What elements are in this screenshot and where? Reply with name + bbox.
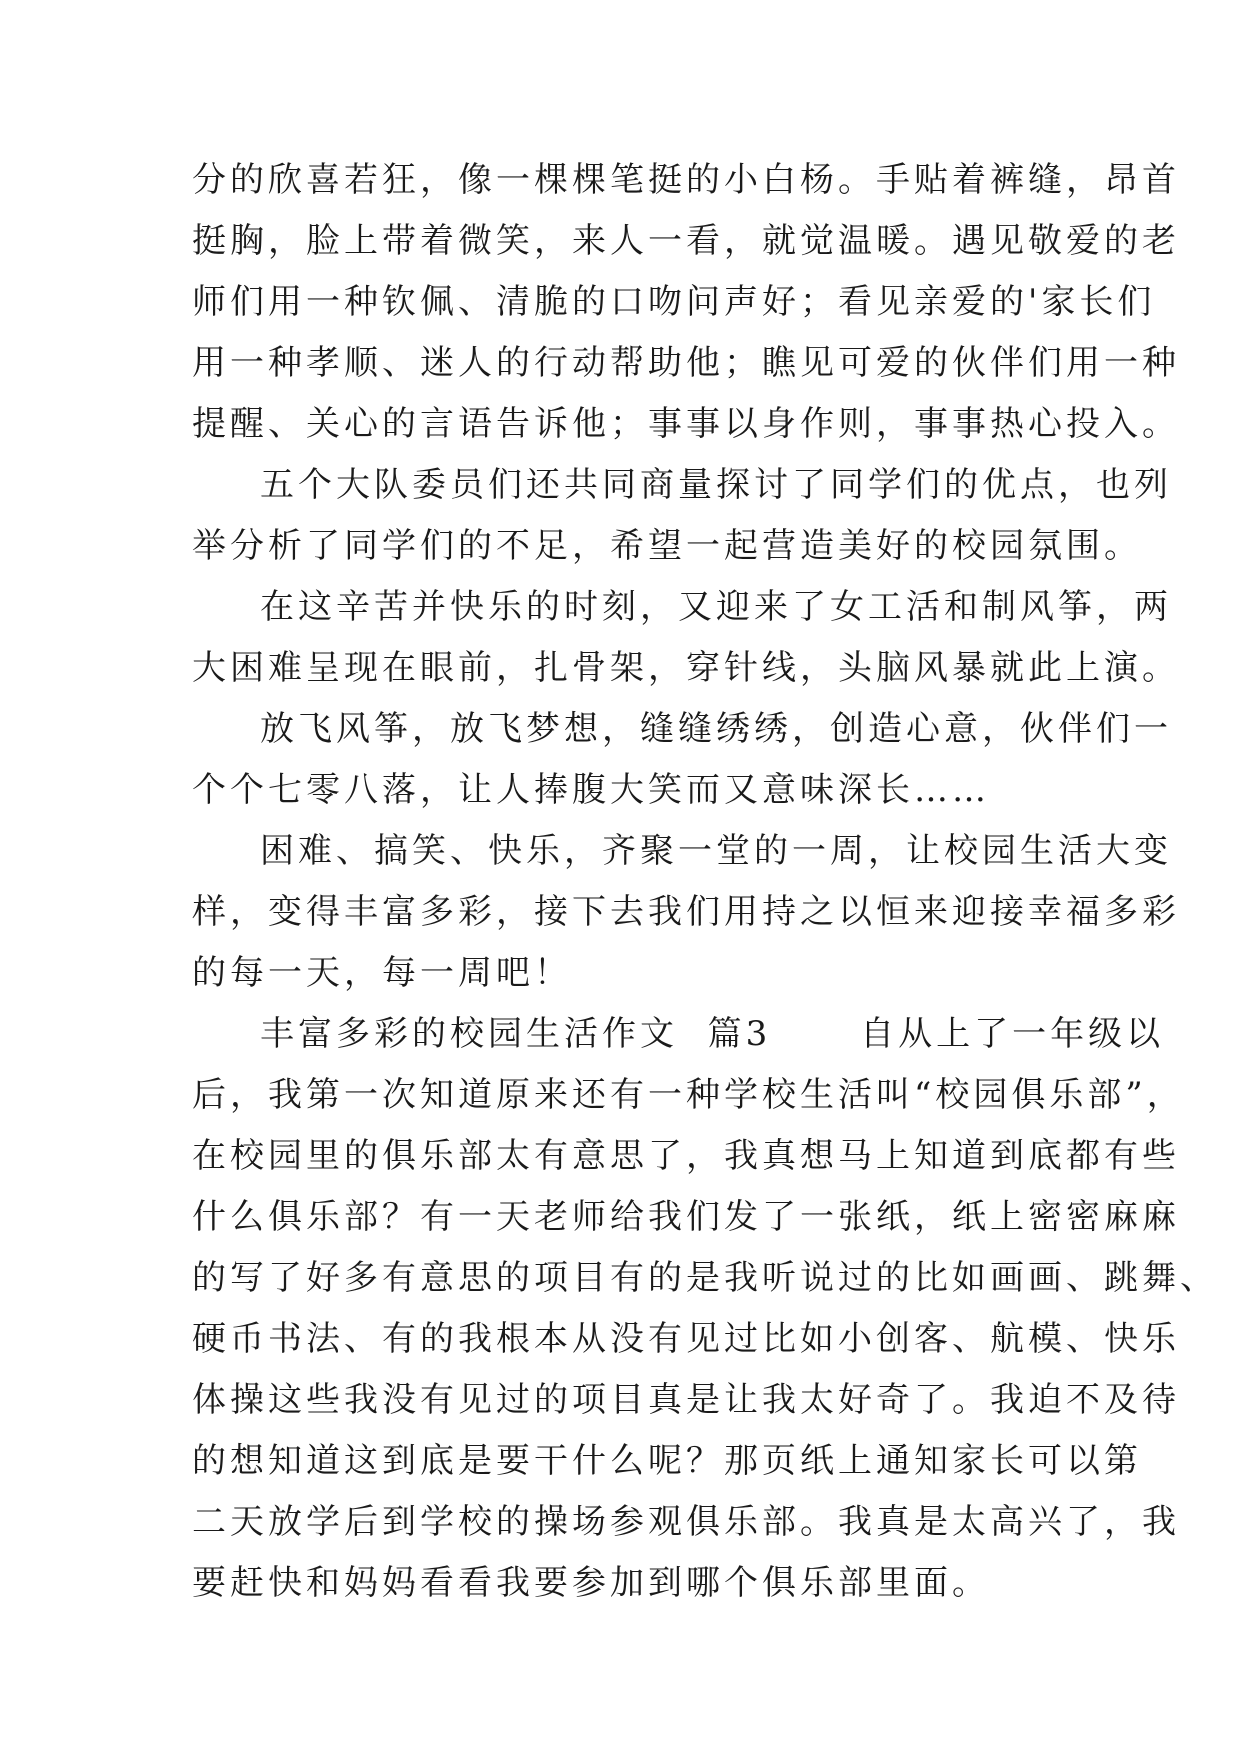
text-line: 的每一天，每一周吧！: [192, 953, 572, 993]
article-body: [192, 150, 1218, 1614]
paragraph-4: [192, 699, 1172, 821]
text-line: 在校园里的俱乐部太有意思了，我真想马上知道到底都有些: [192, 1136, 1180, 1176]
text-line: 大困难呈现在眼前，扎骨架，穿针线，头脑风暴就此上演。: [192, 648, 1180, 688]
text-line: 在这辛苦并快乐的时刻，又迎来了女工活和制风筝，两: [260, 587, 1172, 627]
text-line: 什么俱乐部？有一天老师给我们发了一张纸，纸上密密麻麻: [192, 1197, 1180, 1237]
paragraph-6: [192, 1004, 1218, 1614]
text-line: 的写了好多有意思的项目有的是我听说过的比如画画、跳舞、: [192, 1258, 1218, 1298]
paragraph-3: [192, 577, 1180, 699]
text-line: 样，变得丰富多彩，接下去我们用持之以恒来迎接幸福多彩: [192, 892, 1180, 932]
text-line: 用一种孝顺、迷人的行动帮助他；瞧见可爱的伙伴们用一种: [192, 343, 1180, 383]
text-line: 五个大队委员们还共同商量探讨了同学们的优点，也列: [260, 465, 1172, 505]
text-line: 提醒、关心的言语告诉他；事事以身作则，事事热心投入。: [192, 404, 1180, 444]
text-line: 体操这些我没有见过的项目真是让我太好奇了。我迫不及待: [192, 1380, 1180, 1420]
paragraph-5: [192, 821, 1180, 1004]
text-line: 硬币书法、有的我根本从没有见过比如小创客、航模、快乐: [192, 1319, 1180, 1359]
text-line: 师们用一种钦佩、清脆的口吻问声好；看见亲爱的'家长们: [192, 282, 1156, 322]
text-line: 的想知道这到底是要干什么呢？那页纸上通知家长可以第: [192, 1441, 1142, 1481]
text-line: 困难、搞笑、快乐，齐聚一堂的一周，让校园生活大变: [260, 831, 1172, 871]
text-line: 举分析了同学们的不足，希望一起营造美好的校园氛围。: [192, 526, 1142, 566]
paragraph-1: [192, 150, 1180, 455]
text-line: 二天放学后到学校的操场参观俱乐部。我真是太高兴了，我: [192, 1502, 1180, 1542]
text-line: 个个七零八落，让人捧腹大笑而又意味深长……: [192, 770, 990, 810]
text-line: 放飞风筝，放飞梦想，缝缝绣绣，创造心意，伙伴们一: [260, 709, 1172, 749]
text-line: 后，我第一次知道原来还有一种学校生活叫“校园俱乐部”，: [192, 1075, 1185, 1115]
text-line-with-section-title: 丰富多彩的校园生活作文 篇3 自从上了一年级以: [260, 1014, 1165, 1054]
text-line: 要赶快和妈妈看看我要参加到哪个俱乐部里面。: [192, 1563, 990, 1603]
text-line: 分的欣喜若狂，像一棵棵笔挺的小白杨。手贴着裤缝，昂首: [192, 160, 1180, 200]
text-line: 挺胸，脸上带着微笑，来人一看，就觉温暖。遇见敬爱的老: [192, 221, 1180, 261]
paragraph-2: [192, 455, 1172, 577]
